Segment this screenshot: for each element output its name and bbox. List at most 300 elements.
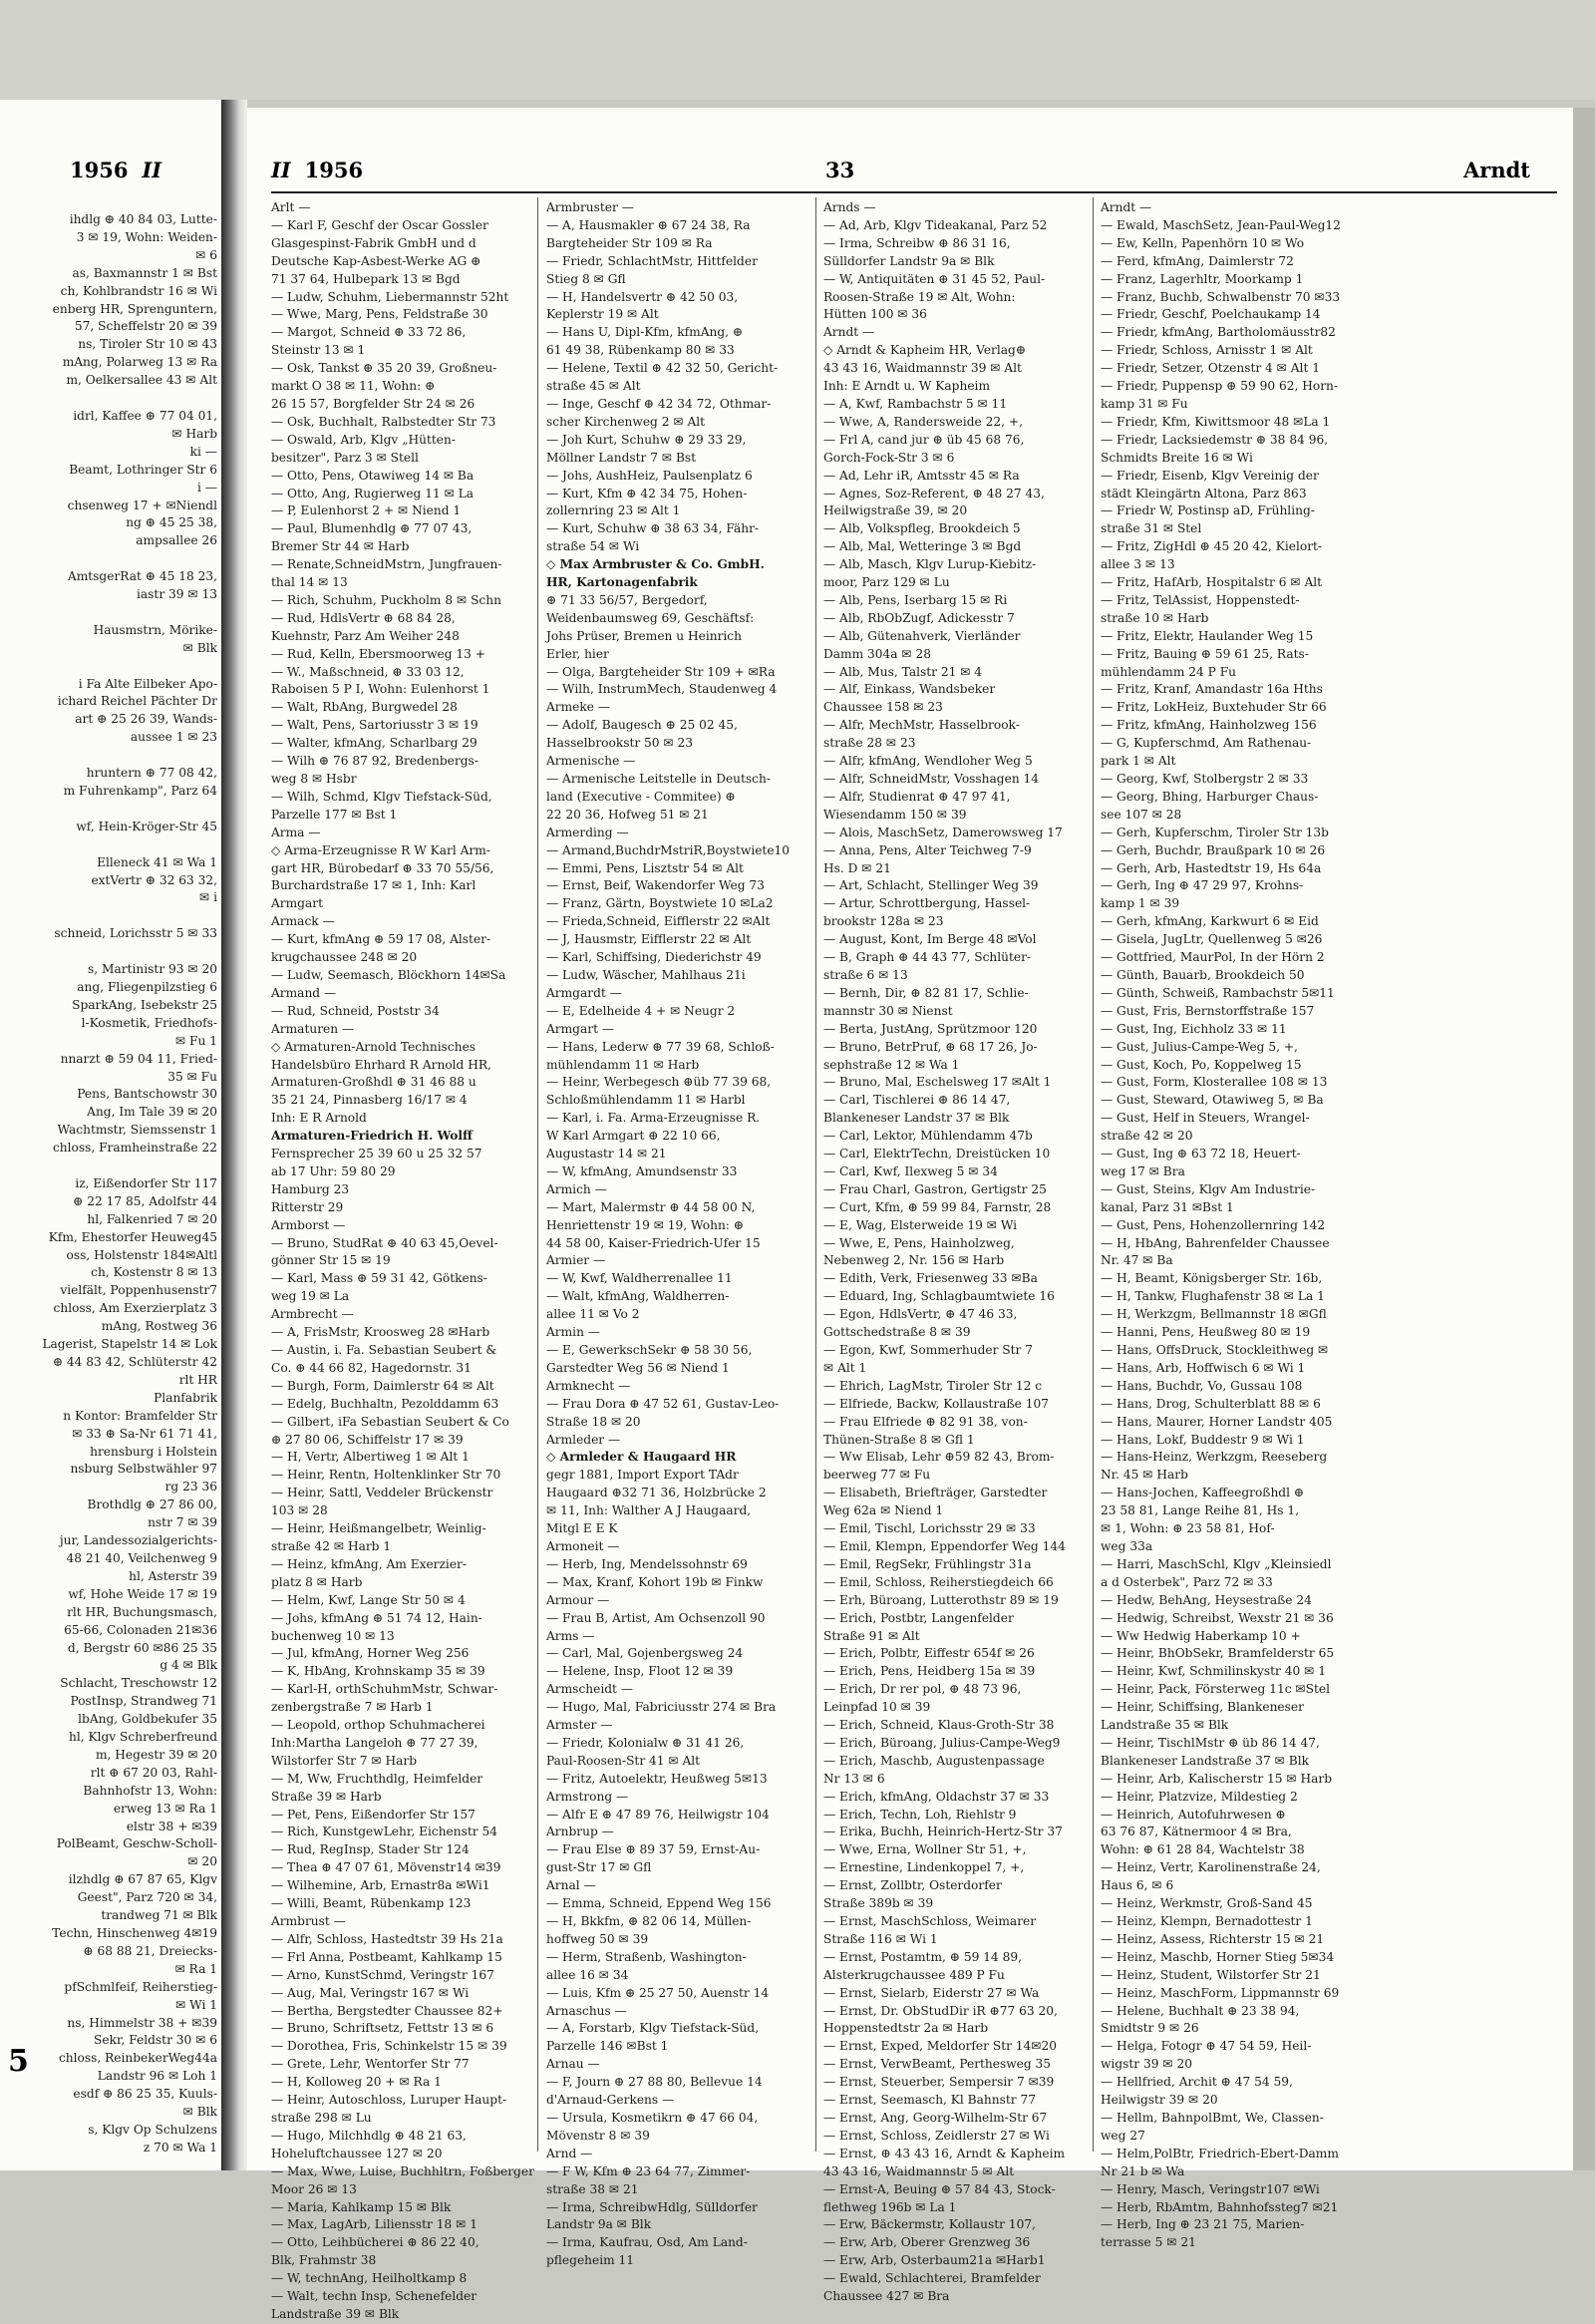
left-page-entry: mAng, Polarweg 13 ✉ Ra [62,355,217,370]
directory-entry-line: — Rud, Schneid, Poststr 34 [271,1003,440,1018]
left-page-entry [0,907,217,925]
directory-entry-line: — Ernst, VerwBeamt, Perthesweg 35 [823,2057,1052,2072]
directory-entry-line: — Gust, Pens, Hohenzollernring 142 [1101,1217,1326,1232]
directory-entry-line: Moor 26 ✉ 13 [271,2181,357,2196]
directory-entry-line: — H, Kolloweg 20 + ✉ Ra 1 [271,2075,442,2090]
directory-entry-line: — Ursula, Kosmetikrn ⊕ 47 66 04, [546,2110,759,2125]
left-page-entry: 65-66, Colonaden 21✉36 [64,1622,217,1637]
directory-entry-line: Armack — [271,914,335,929]
directory-entry-line: — Ernst, Seemasch, Kl Bahnstr 77 [823,2093,1036,2108]
directory-entry-line: terrasse 5 ✉ 21 [1101,2235,1196,2250]
directory-entry-line: 22 20 36, Hofweg 51 ✉ 21 [546,807,709,822]
directory-entry-line: — Eduard, Ing, Schlagbaumtwiete 16 [823,1289,1055,1304]
directory-entry-line: — Bruno, StudRat ⊕ 40 63 45,Oevel- [271,1235,498,1250]
left-page-entry: iastr 39 ✉ 13 [137,587,217,602]
directory-entry-line: — Emil, RegSekr, Frühlingstr 31a [823,1556,1032,1571]
directory-entry-line: — H, Werkzgm, Bellmannstr 18 ✉Gfl [1101,1307,1327,1322]
directory-entry-line: — Günth, Schweiß, Rambachstr 5✉11 [1101,985,1335,1000]
directory-entry-line: Hoheluftchaussee 127 ✉ 20 [271,2146,443,2160]
directory-entry-line: — Erika, Buchh, Heinrich-Hertz-Str 37 [823,1825,1063,1839]
directory-entry-line: Straße 39 ✉ Harb [271,1789,382,1804]
directory-entry-line: ab 17 Uhr: 59 80 29 [271,1163,396,1178]
directory-entry-line: — Carl, ElektrTechn, Dreistücken 10 [823,1147,1051,1162]
directory-entry-line: — Heinz, MaschForm, Lippmannstr 69 [1101,1985,1340,2000]
directory-entry-line: see 107 ✉ 28 [1101,807,1182,822]
directory-entry-line: — Alb, Mus, Talstr 21 ✉ 4 [823,664,983,679]
directory-entry-line: — Gust, Ing, Eichholz 33 ✉ 11 [1101,1021,1287,1036]
directory-entry-line: — Edelg, Buchhaltn, Pezolddamm 63 [271,1396,499,1411]
left-page-entry: as, Baxmannstr 1 ✉ Bst [72,265,217,280]
directory-entry-line: — Georg, Kwf, Stolbergstr 2 ✉ 33 [1101,772,1309,786]
directory-entry-line: — Art, Schlacht, Stellinger Weg 39 [823,878,1039,893]
left-page-entry: Ang, Im Tale 39 ✉ 20 [87,1105,217,1120]
directory-entry-line: platz 8 ✉ Harb [271,1574,363,1589]
directory-entry-line: — Franz, Gärtn, Boystwiete 10 ✉La2 [546,896,774,911]
directory-entry-line: — Ad, Arb, Klgv Tideakanal, Parz 52 [823,217,1048,232]
directory-entry-line: — Rud, Kelln, Ebersmoorweg 13 + [271,646,485,661]
directory-entry-line: markt O 38 ✉ 11, Wohn: ⊕ [271,379,436,394]
directory-entry-line: — Thea ⊕ 47 07 61, Mövenstr14 ✉39 [271,1860,501,1875]
directory-entry-line: — Wwe, E, Pens, Hainholzweg, [823,1235,1015,1250]
left-page-entry: AmtsgerRat ⊕ 45 18 23, [67,569,217,584]
directory-entry-line: Blk, Frahmstr 38 [271,2253,377,2268]
left-page-entry: PostInsp, Strandweg 71 [70,1694,217,1709]
left-page-entry: iz, Eißendorfer Str 117 [75,1175,217,1190]
directory-entry-line: — Walt, kfmAng, Waldherren- [546,1289,730,1304]
directory-entry-line: — Gust, Ing ⊕ 63 72 18, Heuert- [1101,1147,1301,1162]
directory-entry-line: allee 3 ✉ 13 [1101,557,1175,572]
left-page-entry: ihdlg ⊕ 40 84 03, Lutte- [69,212,217,226]
left-page-entry: rlt HR [178,1372,217,1387]
directory-entry-line: d'Arnaud-Gerkens — [546,2093,675,2108]
directory-entry-line: — Fritz, Elektr, Haulander Weg 15 [1101,628,1314,643]
directory-entry-line: park 1 ✉ Alt [1101,754,1176,769]
directory-entry-line: — Ad, Lehr iR, Amtsstr 45 ✉ Ra [823,468,1020,483]
directory-entry-line: — Gust, Fris, Bernstorffstraße 157 [1101,1003,1315,1018]
directory-entry-line: — Emmi, Pens, Lisztstr 54 ✉ Alt [546,860,744,875]
left-page-entry: ng ⊕ 45 25 38, [126,515,217,530]
directory-entry-line: — Herm, Straßenb, Washington- [546,1949,747,1964]
left-page-entry: idrl, Kaffee ⊕ 77 04 01, [73,408,217,423]
directory-entry-line: — Ludw, Seemasch, Blöckhorn 14✉Sa [271,967,506,982]
directory-entry-line: — Gerh, Kupferschm, Tiroler Str 13b [1101,825,1329,839]
directory-entry-line: — Hans-Jochen, Kaffeegroßhdl ⊕ [1101,1486,1305,1500]
directory-entry-line: — H, Handelsvertr ⊕ 42 50 03, [546,289,739,304]
directory-entry-line: — Frau Elfriede ⊕ 82 91 38, von- [823,1414,1028,1429]
directory-entry-line: — Alfr, MechMstr, Hasselbrook- [823,718,1020,733]
directory-entry-line: — Bernh, Dir, ⊕ 82 81 17, Schlie- [823,985,1029,1000]
directory-entry-line: — Bertha, Bergstedter Chaussee 82+ [271,2003,503,2018]
directory-entry-line: Arnal — [546,1878,596,1893]
left-page-entry: 48 21 40, Veilchenweg 9 [66,1550,217,1565]
directory-entry-line: Wilstorfer Str 7 ✉ Harb [271,1753,418,1768]
left-page-entry: 3 ✉ 19, Wohn: Weiden- [76,229,217,244]
directory-entry-line: Weg 62a ✉ Niend 1 [823,1503,944,1518]
directory-entry-line: allee 16 ✉ 34 [546,1967,629,1982]
directory-entry-line: — Friedr, Kfm, Kiwittsmoor 48 ✉La 1 [1101,414,1331,429]
directory-entry-line: — Hans, OffsDruck, Stockleithweg ✉ [1101,1343,1329,1357]
directory-entry-line: Möllner Landstr 7 ✉ Bst [546,450,697,465]
directory-entry-line: straße 42 ✉ Harb 1 [271,1538,392,1553]
directory-entry-line: kamp 31 ✉ Fu [1101,396,1188,411]
directory-entry-line: scher Kirchenweg 2 ✉ Alt [546,414,706,429]
directory-entry-line: — Curt, Kfm, ⊕ 59 99 84, Farnstr, 28 [823,1199,1052,1214]
directory-entry-line: — Armand,BuchdrMstriR,Boystwiete10 [546,842,791,857]
directory-entry-line: — B, Graph ⊕ 44 43 77, Schlüter- [823,950,1032,965]
directory-entry-line: — Hellfried, Archit ⊕ 47 54 59, [1101,2075,1293,2090]
left-page-entry: 57, Scheffelstr 20 ✉ 39 [74,319,217,334]
directory-entry-line: Henriettenstr 19 ✉ 19, Wohn: ⊕ [546,1217,744,1232]
directory-entry-line: — Karl, Mass ⊕ 59 31 42, Götkens- [271,1271,487,1286]
directory-entry-line: — Gust, Julius-Campe-Weg 5, +, [1101,1039,1298,1054]
directory-entry-line: — Erich, Dr rer pol, ⊕ 48 73 96, [823,1682,1022,1697]
directory-entry-line: mühlendamm 11 ✉ Harb [546,1057,700,1072]
left-page-entry: jur, Landessozialgerichts- [59,1533,217,1548]
directory-entry-line: — Friedr, Kolonialw ⊕ 31 41 26, [546,1735,745,1750]
directory-entry-line: — Fritz, LokHeiz, Buxtehuder Str 66 [1101,700,1327,715]
left-page-entry: ichard Reichel Pächter Dr [57,694,217,709]
left-page-entry: ✉ Blk [182,2105,217,2120]
directory-entry-line: Chaussee 427 ✉ Bra [823,2289,950,2304]
left-page-entry: ✉ Blk [182,640,217,655]
left-page-entry [0,604,217,622]
directory-entry-line: — Willi, Beamt, Rübenkamp 123 [271,1896,472,1911]
directory-entry-line: — Gerh, Ing ⊕ 47 29 97, Krohns- [1101,878,1304,893]
left-page-entry: ns, Himmelstr 38 + ✉39 [67,2015,217,2030]
directory-entry-line: — Edith, Verk, Friesenweg 33 ✉Ba [823,1271,1038,1286]
directory-entry-line: — Heinr, Heißmangelbetr, Weinlig- [271,1521,486,1536]
directory-entry-line: — Friedr, Lacksiedemstr ⊕ 38 84 96, [1101,432,1329,447]
left-page-entry: chloss, Framheinstraße 22 [52,1141,217,1156]
left-page-entry: ✉ Ra 1 [174,1961,217,1976]
directory-entry-line: — Hugo, Mal, Fabriciusstr 274 ✉ Bra [546,1700,777,1715]
directory-entry-line: — Alb, Volkspfleg, Brookdeich 5 [823,521,1021,536]
directory-entry-line: — H, Vertr, Albertiweg 1 ✉ Alt 1 [271,1450,470,1465]
directory-entry-line: Gottschedstraße 8 ✉ 39 [823,1325,971,1340]
directory-entry-line: — Carl, Mal, Gojenbergsweg 24 [546,1646,744,1661]
directory-entry-line: — Ernst, MaschSchloss, Weimarer [823,1914,1037,1928]
directory-entry-line: Armborst — [271,1217,346,1232]
directory-entry-line: 43 43 16, Waidmannstr 5 ✉ Alt [823,2163,1015,2178]
directory-entry-line: — Heinrich, Autofuhrwesen ⊕ [1101,1807,1286,1822]
directory-entry-line: — Herb, Ing ⊕ 23 21 75, Marien- [1101,2217,1305,2232]
directory-entry-line: — Hans, Lokf, Buddestr 9 ✉ Wi 1 [1101,1432,1305,1447]
directory-entry-line: — Austin, i. Fa. Sebastian Seubert & [271,1343,497,1357]
directory-entry-line: ◇ Arndt & Kapheim HR, Verlag⊕ [823,343,1027,358]
left-page-entry: ⊕ 44 83 42, Schlüterstr 42 [52,1355,217,1369]
right-header-volume: II [271,158,291,182]
directory-entry-line: Armin — [546,1325,600,1340]
directory-entry-line: Kuehnstr, Parz Am Weiher 248 [271,628,460,643]
directory-entry-line: 71 37 64, Hulbepark 13 ✉ Bgd [271,271,461,286]
directory-entry-line: — Heinr, Arb, Kalischerstr 15 ✉ Harb [1101,1771,1333,1786]
directory-entry-line: — Bruno, Mal, Eschelsweg 17 ✉Alt 1 [823,1075,1052,1090]
directory-entry-line: — Joh Kurt, Schuhw ⊕ 29 33 29, [546,432,747,447]
directory-entry-line: — Alb, Gütenahverk, Vierländer [823,628,1021,643]
directory-entry-line: Landstraße 39 ✉ Blk [271,2306,400,2321]
directory-entry-line: — Helene, Buchhalt ⊕ 23 38 94, [1101,2003,1300,2018]
directory-entry-line: Mövenstr 8 ✉ 39 [546,2128,650,2143]
directory-entry-line: ◇ Armaturen-Arnold Technisches [271,1039,477,1054]
directory-entry-line: — Walt, RbAng, Burgwedel 28 [271,700,458,715]
directory-entry-line: Hasselbrookstr 50 ✉ 23 [546,736,694,751]
left-page-entry: z 70 ✉ Wa 1 [143,2140,217,2155]
directory-entry-line: — G, Kupferschmd, Am Rathenau- [1101,736,1312,751]
left-page-entry: Pens, Bantschowstr 30 [77,1087,217,1102]
left-page-entry: hl, Asterstr 39 [129,1568,217,1583]
left-page-entry: wf, Hohe Weide 17 ✉ 19 [68,1586,217,1601]
left-page-entry: lbAng, Goldbekufer 35 [78,1712,217,1727]
left-page-number: 5 [8,2044,29,2079]
directory-entry-line: weg 33a [1101,1538,1153,1553]
directory-entry-line: W Karl Armgart ⊕ 22 10 66, [546,1129,721,1144]
directory-entry-line: — Paul, Blumenhdlg ⊕ 77 07 43, [271,521,473,536]
directory-entry-line: — Georg, Bhing, Harburger Chaus- [1101,789,1319,804]
left-page-entry: ✉ 33 ⊕ Sa-Nr 61 71 41, [72,1426,217,1441]
left-page-entry: art ⊕ 25 26 39, Wands- [75,712,217,727]
directory-entry-line: — Harri, MaschSchl, Klgv „Kleinsiedl [1101,1556,1332,1571]
directory-entry-line: — Friedr, Eisenb, Klgv Vereinig der [1101,468,1319,483]
directory-entry-line: — Frl Anna, Postbeamt, Kahlkamp 15 [271,1949,502,1964]
directory-entry-line: — A, Kwf, Rambachstr 5 ✉ 11 [823,396,1008,411]
directory-entry-line: — Ehrich, LagMstr, Tiroler Str 12 c [823,1378,1043,1393]
left-page-entry: ✉ Wi 1 [175,1997,217,2012]
directory-entry-line: Ritterstr 29 [271,1199,344,1214]
directory-entry-line: — Burgh, Form, Daimlerstr 64 ✉ Alt [271,1378,494,1393]
directory-entry-line: — Otto, Leihbücherei ⊕ 86 22 40, [271,2235,479,2250]
directory-entry-line: Armbruster — [546,200,634,214]
directory-entry-line: — Hanni, Pens, Heußweg 80 ✉ 19 [1101,1325,1311,1340]
directory-entry-line: — W, Antiquitäten ⊕ 31 45 52, Paul- [823,271,1046,286]
left-page-entry [0,658,217,676]
directory-entry-line: — Frau Dora ⊕ 47 52 61, Gustav-Leo- [546,1396,780,1411]
directory-entry-line: — Kurt, kfmAng ⊕ 59 17 08, Alster- [271,932,491,947]
directory-entry-line: HR, Kartonagenfabrik [546,575,698,590]
right-page [247,108,1573,2321]
left-page-entry: Geest", Parz 720 ✉ 34, [77,1890,217,1905]
directory-entry-line: — Egon, HdlsVertr, ⊕ 47 46 33, [823,1307,1018,1322]
directory-entry-line: 43 43 16, Waidmannstr 39 ✉ Alt [823,361,1022,376]
directory-entry-line: Armaturen-Friedrich H. Wolff [271,1129,474,1144]
directory-entry-line: Damm 304a ✉ 28 [823,646,932,661]
directory-entry-line: — Erich, Maschb, Augustenpassage [823,1753,1045,1768]
directory-entry-line: gart HR, Bürobedarf ⊕ 33 70 55/56, [271,860,494,875]
left-page-entry: aussee 1 ✉ 23 [130,730,217,745]
directory-entry-line: — Johs, AushHeiz, Paulsenplatz 6 [546,468,753,483]
directory-entry-line: — F W, Kfm ⊕ 23 64 77, Zimmer- [546,2163,751,2178]
directory-entry-line: Fernsprecher 25 39 60 u 25 32 57 [271,1147,482,1162]
column-divider [537,197,538,2152]
directory-entry-line: Co. ⊕ 44 66 82, Hagedornstr. 31 [271,1360,472,1375]
directory-entry-line: — Agnes, Soz-Referent, ⊕ 48 27 43, [823,486,1045,500]
directory-entry-line: — Karl F, Geschf der Oscar Gossler [271,217,488,232]
directory-entry-line: — Renate,SchneidMstrn, Jungfrauen- [271,557,502,572]
directory-entry-line: sephstraße 12 ✉ Wa 1 [823,1057,960,1072]
directory-entry-line: Chaussee 158 ✉ 23 [823,700,943,715]
directory-entry-line: — W, technAng, Heilholtkamp 8 [271,2271,468,2286]
directory-entry-line: — Günth, Bauarb, Brookdeich 50 [1101,967,1305,982]
directory-entry-line: — Alfr, Schloss, Hastedtstr 39 Hs 21a [271,1931,503,1946]
directory-entry-line: Keplerstr 19 ✉ Alt [546,307,659,322]
directory-entry-line: Arndt — [823,325,875,340]
directory-entry-line: — Heinr, Pack, Försterweg 11c ✉Stel [1101,1682,1331,1697]
directory-entry-line: Arnbrup — [546,1825,614,1839]
directory-entry-line: — Ernst, Steuerber, Sempersir 7 ✉39 [823,2075,1055,2090]
header-rule [271,191,1557,193]
directory-entry-line: straße 42 ✉ 20 [1101,1129,1193,1144]
directory-entry-line: weg 8 ✉ Hsbr [271,772,357,786]
directory-entry-line: — H, Beamt, Königsberger Str. 16b, [1101,1271,1323,1286]
directory-entry-line: — Rud, RegInsp, Stader Str 124 [271,1842,470,1857]
left-page-entry: hl, Falkenried 7 ✉ 20 [87,1211,217,1226]
directory-entry-line: — Johs, kfmAng ⊕ 51 74 12, Hain- [271,1610,482,1625]
directory-entry-line: Roosen-Straße 19 ✉ Alt, Wohn: [823,289,1016,304]
directory-entry-line: allee 11 ✉ Vo 2 [546,1307,640,1322]
directory-entry-line: Deutsche Kap-Asbest-Werke AG ⊕ [271,253,481,268]
directory-entry-line: a d Osterbek", Parz 72 ✉ 33 [1101,1574,1273,1589]
directory-entry-line: Arma — [271,825,321,839]
left-page-entry: ✉ 20 [187,1854,217,1869]
directory-entry-line: ◇ Arma-Erzeugnisse R W Karl Arm- [271,842,490,857]
directory-entry-line: Armleder — [546,1432,621,1447]
directory-entry-line: — Gust, Steins, Klgv Am Industrie- [1101,1181,1316,1196]
scan-edge [1573,108,1595,2170]
directory-entry-line: — Emil, Tischl, Lorichsstr 29 ✉ 33 [823,1521,1036,1536]
left-page-entry [0,390,217,408]
directory-entry-line: — Fritz, TelAssist, Hoppenstedt- [1101,592,1300,607]
left-page-entry: elstr 38 + ✉39 [126,1819,217,1833]
directory-entry-line: — Friedr, Geschf, Poelchaukamp 14 [1101,307,1321,322]
running-head: Arndt [1463,158,1531,182]
directory-entry-line: — Heinz, Klempn, Bernadottestr 1 [1101,1914,1313,1928]
left-page-entry: chloss, ReinbekerWeg44a [58,2051,217,2066]
directory-entry-line: Wiesendamm 150 ✉ 39 [823,807,967,822]
directory-entry-line: Arnaschus — [546,2003,627,2018]
directory-entry-line: Armbrecht — [271,1307,354,1322]
left-page-entry: ✉ i [199,890,217,905]
left-page-entry: chsenweg 17 + ✉Niendl [67,498,217,512]
directory-column-3 [823,199,1081,2306]
directory-entry-line: — Fritz, Bauing ⊕ 59 61 25, Rats- [1101,646,1309,661]
directory-entry-line: — Walt, Pens, Sartoriusstr 3 ✉ 19 [271,718,478,733]
directory-entry-line: — Berta, JustAng, Sprützmoor 120 [823,1021,1038,1036]
left-page-entry: extVertr ⊕ 32 63 32, [91,872,217,887]
directory-entry-line: Mitgl E E K [546,1521,618,1536]
left-page-entry: schneid, Lorichsstr 5 ✉ 33 [54,926,217,941]
directory-entry-line: — Irma, Kaufrau, Osd, Am Land- [546,2235,748,2250]
directory-entry-line: ⊕ 27 80 06, Schiffelstr 17 ✉ 39 [271,1432,464,1447]
directory-entry-line: Blankeneser Landstr 37 ✉ Blk [823,1111,1010,1126]
directory-entry-line: — Friedr, kfmAng, Bartholomäusstr82 [1101,325,1336,340]
directory-entry-line: — Carl, Kwf, Ilexweg 5 ✉ 34 [823,1163,998,1178]
directory-entry-line: Straße 18 ✉ 20 [546,1414,641,1429]
directory-entry-line: — Fritz, ZigHdl ⊕ 45 20 42, Kielort- [1101,539,1323,554]
directory-entry-line: — Karl, i. Fa. Arma-Erzeugnisse R. [546,1111,761,1126]
directory-entry-line: — A, Forstarb, Klgv Tiefstack-Süd, [546,2021,760,2036]
left-page-entry: Landstr 96 ✉ Loh 1 [97,2069,217,2084]
directory-entry-line: straße 54 ✉ Wi [546,539,640,554]
directory-entry-line: — Frau Else ⊕ 89 37 59, Ernst-Au- [546,1842,761,1857]
directory-entry-line: — Hans, Buchdr, Vo, Gussau 108 [1101,1378,1303,1393]
directory-entry-line: Hs. D ✉ 21 [823,860,891,875]
directory-entry-line: — Alfr E ⊕ 47 89 76, Heilwigstr 104 [546,1807,770,1822]
directory-entry-line: — Leopold, orthop Schuhmacherei [271,1718,485,1733]
left-page-entry: ✉ 6 [195,247,217,262]
directory-entry-line: — Inge, Geschf ⊕ 42 34 72, Othmar- [546,396,772,411]
directory-entry-line: — Hans, Lederw ⊕ 77 39 68, Schloß- [546,1039,775,1054]
directory-entry-line: — Otto, Ang, Rugierweg 11 ✉ La [271,486,475,500]
directory-entry-line: — Ewald, MaschSetz, Jean-Paul-Weg12 [1101,217,1341,232]
directory-entry-line: Erler, hier [546,646,609,661]
directory-entry-line: Armaturen-Großhdl ⊕ 31 46 88 u [271,1075,477,1090]
directory-entry-line: — Erw, Arb, Osterbaum21a ✉Harb1 [823,2253,1046,2268]
directory-entry-line: — W, Kwf, Waldherrenallee 11 [546,1271,733,1286]
directory-entry-line: gust-Str 17 ✉ Gfl [546,1860,652,1875]
directory-entry-line: — Erich, Büroang, Julius-Campe-Weg9 [823,1735,1061,1750]
directory-entry-line: — Rud, HdlsVertr ⊕ 68 84 28, [271,610,456,625]
left-page-entry: s, Klgv Op Schulzens [88,2122,217,2137]
directory-entry-line: — Heinr, Schiffsing, Blankeneser [1101,1700,1304,1715]
directory-entry-line: Arnds — [823,200,876,214]
left-page-entry: esdf ⊕ 86 25 35, Kuuls- [73,2087,217,2102]
directory-entry-line: — Wilh, InstrumMech, Staudenweg 4 [546,682,778,697]
directory-entry-line: Raboisen 5 P I, Wohn: Eulenhorst 1 [271,682,490,697]
directory-entry-line: — J, Hausmstr, Eifflerstr 22 ✉ Alt [546,932,752,947]
directory-entry-line: — Maria, Kahlkamp 15 ✉ Blk [271,2199,452,2214]
left-page-entry [0,801,217,819]
directory-entry-line: — Emil, Klempn, Eppendorfer Weg 144 [823,1538,1066,1553]
left-page-entry: Bahnhofstr 13, Wohn: [83,1783,217,1798]
left-page-entry: ✉ Fu 1 [174,1033,217,1048]
directory-entry-line: — Hugo, Milchhdlg ⊕ 48 21 63, [271,2128,467,2143]
directory-entry-line: — Elfriede, Backw, Kollaustraße 107 [823,1396,1049,1411]
directory-entry-line: Wohn: ⊕ 61 28 84, Wachtelstr 38 [1101,1842,1305,1857]
directory-entry-line: Armenische — [546,754,636,769]
directory-entry-line: — Ernst, Sielarb, Eiderstr 27 ✉ Wa [823,1985,1040,2000]
directory-entry-line: Burchardstraße 17 ✉ 1, Inh: Karl [271,878,477,893]
directory-entry-line: — Erw, Arb, Oberer Grenzweg 36 [823,2235,1031,2250]
directory-entry-line: pflegeheim 11 [546,2253,635,2268]
directory-entry-line: kanal, Parz 31 ✉Bst 1 [1101,1199,1234,1214]
left-page-entry: nsburg Selbstwähler 97 [70,1462,217,1477]
directory-entry-line: — Herb, RbAmtm, Bahnhofssteg7 ✉21 [1101,2199,1339,2214]
directory-entry-line: städt Kleingärtn Altona, Parz 863 [1101,486,1307,500]
left-page-header [70,158,161,182]
left-page-entry: Techn, Hinschenweg 4✉19 [52,1926,217,1940]
directory-entry-line: Armich — [546,1181,607,1196]
left-page-entry: ✉ Harb [171,426,217,441]
directory-entry-line: Hoppenstedtstr 2a ✉ Harb [823,2021,989,2036]
directory-entry-line: Inh: E Arndt u. W Kapheim [823,379,991,394]
directory-entry-line: — Ww Hedwig Haberkamp 10 + [1101,1628,1301,1643]
directory-entry-line: — Wilhemine, Arb, Ernastr8a ✉Wi1 [271,1878,490,1893]
directory-entry-line: — H, HbAng, Bahrenfelder Chaussee [1101,1235,1330,1250]
directory-entry-line: — H, Bkkfm, ⊕ 82 06 14, Müllen- [546,1914,752,1928]
directory-entry-line: — Heinz, kfmAng, Am Exerzier- [271,1556,467,1571]
directory-entry-line: weg 17 ✉ Bra [1101,1163,1185,1178]
directory-entry-line: Thünen-Straße 8 ✉ Gfl 1 [823,1432,975,1447]
directory-entry-line: — A, Hausmakler ⊕ 67 24 38, Ra [546,217,751,232]
directory-entry-line: — Adolf, Baugesch ⊕ 25 02 45, [546,718,738,733]
directory-entry-line: ✉ 1, Wohn: ⊕ 23 58 81, Hof- [1101,1521,1275,1536]
directory-entry-line: — Friedr, Schloss, Arnisstr 1 ✉ Alt [1101,343,1313,358]
directory-entry-line: Arnau — [546,2057,600,2072]
directory-entry-line: — Heinz, Werkmstr, Groß-Sand 45 [1101,1896,1313,1911]
directory-entry-line: — Helene, Insp, Floot 12 ✉ 39 [546,1664,734,1679]
directory-entry-line: — Gust, Form, Klosterallee 108 ✉ 13 [1101,1075,1328,1090]
directory-entry-line: mühlendamm 24 P Fu [1101,664,1237,679]
directory-entry-line: — Bruno, BetrPruf, ⊕ 68 17 26, Jo- [823,1039,1038,1054]
